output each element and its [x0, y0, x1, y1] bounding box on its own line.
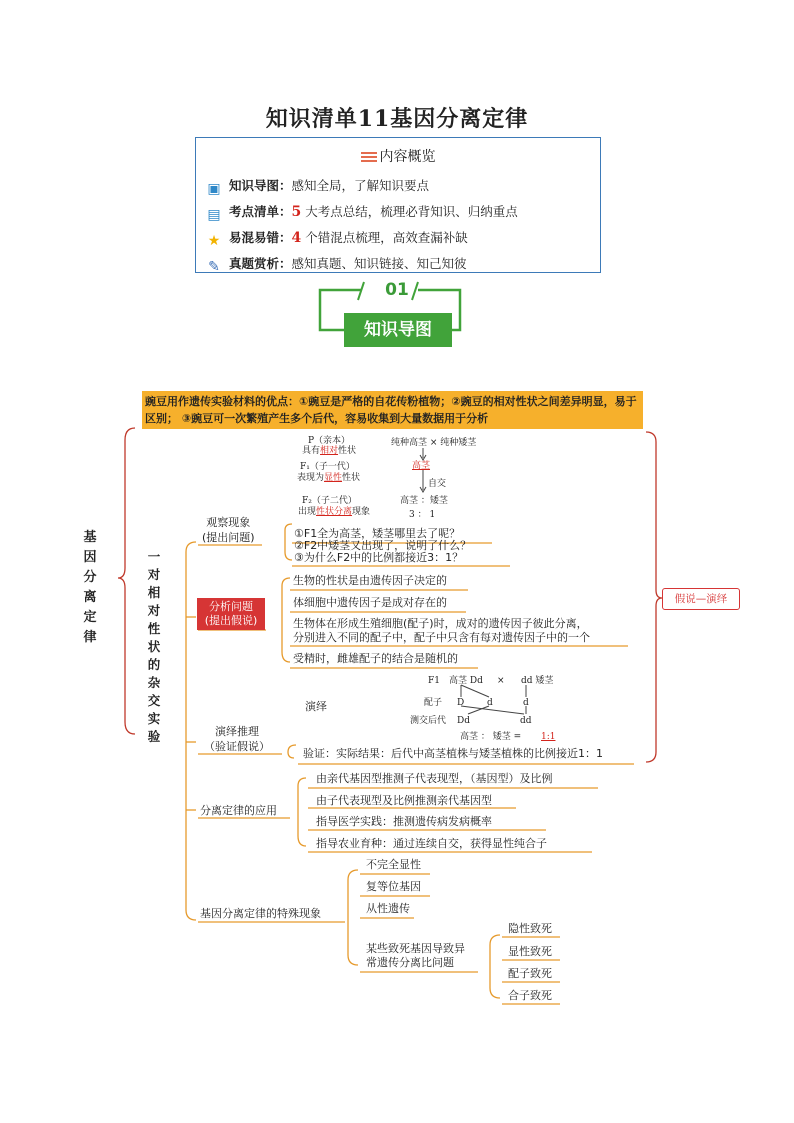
overview-heading: 内容概览 [196, 146, 600, 166]
star-icon: ★ [207, 233, 221, 249]
p-cross: 纯种高茎 × 纯种矮茎 [391, 438, 477, 448]
overview-row-map: ▣ 知识导图：感知全局，了解知识要点 [207, 178, 430, 197]
gamete-d1: d [487, 698, 493, 708]
book-icon: ▤ [207, 207, 221, 223]
special-item-1: 不完全显性 [366, 858, 421, 871]
f2-ratio: 3 ： 1 [409, 510, 436, 520]
map-icon: ▣ [207, 181, 221, 197]
hypothesis-label: 分析问题 (提出假说) [197, 598, 265, 630]
testcross-dwarf: dd 矮茎 [521, 676, 554, 686]
gamete-D: D [457, 698, 465, 708]
p-label: P（亲本） [308, 436, 351, 446]
f2-desc: 出现性状分离现象 [298, 507, 371, 517]
overview-row-mistakes: ★ 易混易错：4 个错混点梳理，高效查漏补缺 [207, 230, 468, 249]
root-node: 基因分离定律 [83, 530, 97, 645]
special-label: 基因分离定律的特殊现象 [200, 907, 321, 920]
f1-desc: 表现为显性性状 [297, 473, 361, 483]
f2-result: 高茎 ：矮茎 [400, 496, 448, 506]
testcross-tall: 高茎 Dd [449, 676, 483, 686]
application-label: 分离定律的应用 [200, 804, 277, 817]
page-title: 知识清单11基因分离定律 [265, 106, 529, 132]
gamete-label: 配子 [424, 698, 443, 708]
gamete-d2: d [523, 698, 529, 708]
hypothesis-deduction-label: 假说—演绎 [662, 588, 740, 610]
question-3: ③为什么F2中的比例都接近3：1？ [294, 551, 464, 564]
verify-text: 验证：实际结果：后代中高茎植株与矮茎植株的比例接近1：1 [303, 747, 603, 760]
quiz-icon: ✎ [208, 259, 220, 275]
testcross-offspring-label: 测交后代 [410, 716, 447, 726]
application-item-1: 由亲代基因型推测子代表现型，（基因型）及比例 [316, 772, 553, 785]
f1-label: F₁（子一代） [300, 462, 355, 472]
top-note: 豌豆用作遗传实验材料的优点：①豌豆是严格的自花传粉植物；②豌豆的相对性状之间差异明显，易于区别； ③豌豆可一次繁殖产生多个后代，容易收集到大量数据用于分析 [142, 391, 643, 429]
hypothesis-point-5: 受精时，雌雄配子的结合是随机的 [293, 652, 458, 665]
testcross-f1: F1 [428, 676, 440, 686]
hypothesis-point-4: 分别进入不同的配子中，配子中只含有每对遗传因子中的一个 [293, 631, 590, 644]
special-item-3: 从性遗传 [366, 902, 410, 915]
f2-label: F₂（子二代） [302, 496, 357, 506]
p-desc: 具有相对性状 [302, 446, 357, 456]
lethal-gamete: 配子致死 [508, 967, 552, 980]
deduction-label: 演绎推理 （验证假说） [204, 725, 270, 753]
question-1: ①F1全为高茎，矮茎哪里去了呢？ [294, 527, 461, 540]
application-item-2: 由子代表现型及比例推测亲代基因型 [316, 794, 492, 807]
testcross-times: × [497, 676, 505, 686]
testcross-ratio-value: 1:1 [541, 732, 556, 742]
lethal-dominant: 显性致死 [508, 945, 552, 958]
selfing-label: 自交 [428, 479, 447, 489]
offspring-Dd: Dd [457, 716, 470, 726]
lethal-zygote: 合子致死 [508, 989, 552, 1002]
testcross-ratio-label: 高茎 ： 矮茎 = [460, 732, 522, 742]
special-item-2: 复等位基因 [366, 880, 421, 893]
hypothesis-point-3: 生物体在形成生殖细胞(配子)时，成对的遗传因子彼此分离， [293, 617, 588, 630]
branch-node: 一对相对性状的杂交实验 [147, 549, 161, 744]
f1-result: 高茎 [412, 461, 431, 471]
lethal-label: 某些致死基因导致异 常遗传分离比问题 [366, 942, 465, 969]
application-item-3: 指导医学实践：推测遗传病发病概率 [316, 815, 492, 828]
hypothesis-point-1: 生物的性状是由遗传因子决定的 [293, 574, 447, 587]
hypothesis-point-2: 体细胞中遗传因子是成对存在的 [293, 596, 447, 609]
question-2: ②F2中矮茎又出现了，说明了什么？ [294, 539, 472, 552]
overview-row-exam: ▤ 考点清单：5 大考点总结，梳理必背知识、归纳重点 [207, 204, 518, 223]
offspring-dd: dd [520, 716, 532, 726]
section-label: 知识导图 [344, 313, 452, 347]
lethal-recessive: 隐性致死 [508, 922, 552, 935]
overview-row-exams: ✎ 真题赏析：感知真题、知识链接、知己知彼 [206, 254, 467, 275]
deduction-tag: 演绎 [305, 700, 327, 713]
section-number: 01 [385, 280, 409, 300]
observe-label: 观察现象 (提出问题) [202, 516, 255, 544]
application-item-4: 指导农业育种：通过连续自交，获得显性纯合子 [316, 837, 547, 850]
